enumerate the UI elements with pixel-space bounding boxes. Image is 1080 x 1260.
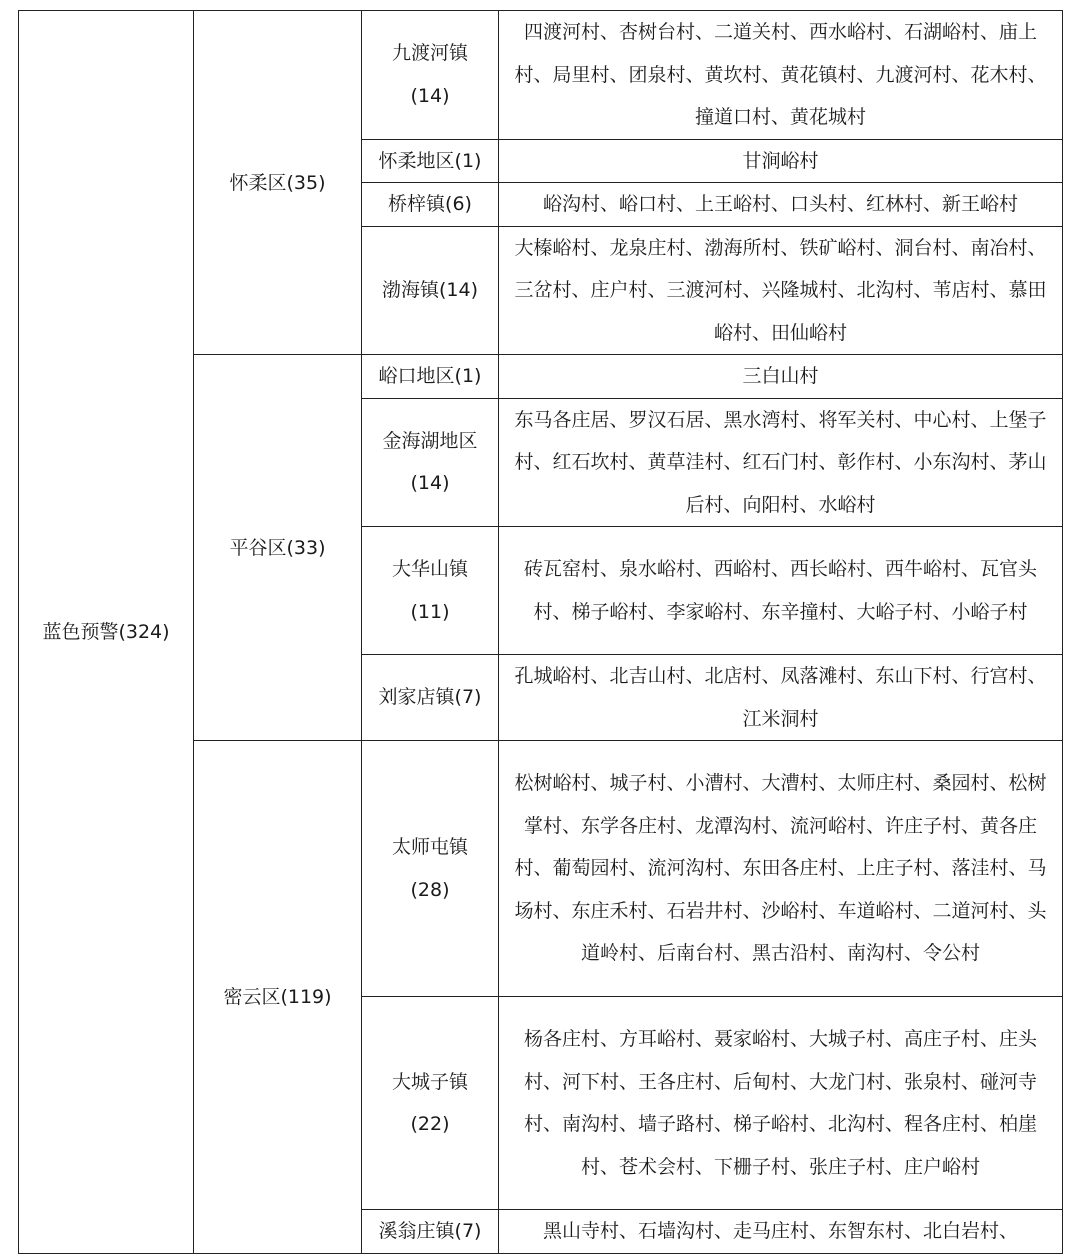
village-list: 松树峪村、城子村、小漕村、大漕村、太师庄村、桑园村、松树掌村、东学各庄村、龙潭沟村、流河峪村、许庄子村、黄各庄村、葡萄园村、流河沟村、东田各庄村、上庄子村、落洼村、马场村、东庄禾村、石岩井村、沙峪村、车道峪村、二道河村、头道岭村、后南台村、黑古沿村、南沟村、令公村	[499, 741, 1063, 997]
village-list: 四渡河村、杏树台村、二道关村、西水峪村、石湖峪村、庙上村、局里村、团泉村、黄坎村、黄花镇村、九渡河村、花木村、撞道口村、黄花城村	[499, 11, 1063, 140]
town-cell-huairou-diqu: 怀柔地区(1)	[362, 139, 499, 183]
warning-level-cell: 蓝色预警(324)	[19, 11, 194, 1254]
district-cell-pinggu: 平谷区(33)	[194, 355, 362, 741]
village-list: 甘涧峪村	[499, 139, 1063, 183]
town-cell-dachengzi: 大城子镇 (22)	[362, 997, 499, 1210]
warning-village-table	[18, 10, 1063, 1254]
town-cell-xiwengzhuang: 溪翁庄镇(7)	[362, 1210, 499, 1254]
village-list: 峪沟村、峪口村、上王峪村、口头村、红林村、新王峪村	[499, 183, 1063, 227]
village-list: 大榛峪村、龙泉庄村、渤海所村、铁矿峪村、洞台村、南冶村、三岔村、庄户村、三渡河村、兴隆城村、北沟村、苇店村、慕田峪村、田仙峪村	[499, 226, 1063, 355]
town-cell-bohai: 渤海镇(14)	[362, 226, 499, 355]
town-cell-liujiadian: 刘家店镇(7)	[362, 655, 499, 741]
village-list: 杨各庄村、方耳峪村、聂家峪村、大城子村、高庄子村、庄头村、河下村、王各庄村、后甸村、大龙门村、张泉村、碰河寺村、南沟村、墙子路村、梯子峪村、北沟村、程各庄村、柏崖村、苍术会村、下栅子村、张庄子村、庄户峪村	[499, 997, 1063, 1210]
district-cell-miyun: 密云区(119)	[194, 741, 362, 1254]
village-list: 砖瓦窑村、泉水峪村、西峪村、西长峪村、西牛峪村、瓦官头村、梯子峪村、李家峪村、东辛撞村、大峪子村、小峪子村	[499, 527, 1063, 655]
town-cell-taishitun: 太师屯镇 (28)	[362, 741, 499, 997]
village-list: 三白山村	[499, 355, 1063, 399]
village-list: 东马各庄居、罗汉石居、黑水湾村、将军关村、中心村、上堡子村、红石坎村、黄草洼村、红石门村、彰作村、小东沟村、茅山后村、向阳村、水峪村	[499, 398, 1063, 527]
town-cell-yukou: 峪口地区(1)	[362, 355, 499, 399]
town-cell-qiaozi: 桥梓镇(6)	[362, 183, 499, 227]
town-cell-jiuduhe: 九渡河镇 (14)	[362, 11, 499, 140]
town-cell-dahuashan: 大华山镇 (11)	[362, 527, 499, 655]
town-cell-jinhaihu: 金海湖地区 (14)	[362, 398, 499, 527]
village-list: 黑山寺村、石墙沟村、走马庄村、东智东村、北白岩村、	[499, 1210, 1063, 1254]
district-cell-huairou: 怀柔区(35)	[194, 11, 362, 355]
village-list: 孔城峪村、北吉山村、北店村、凤落滩村、东山下村、行宫村、江米洞村	[499, 655, 1063, 741]
